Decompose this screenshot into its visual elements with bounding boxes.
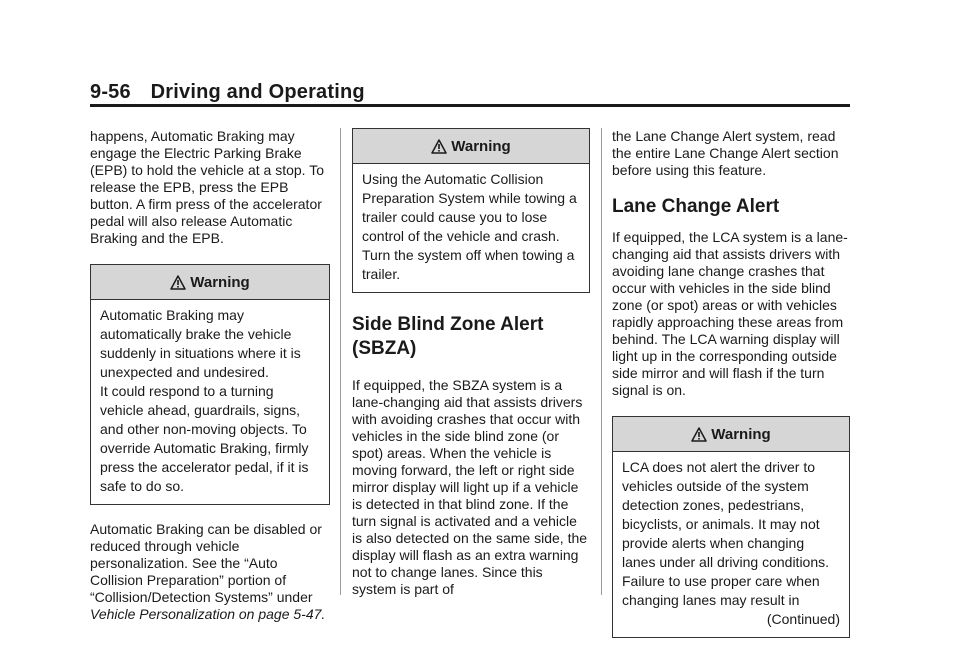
warning-box [612, 416, 850, 638]
warning-text: It could respond to a turning vehicle ahead, guardrails, signs, and other non-moving objects. To override Automatic Braking, firmly press the accelerator pedal, if it is safe to do so. [100, 383, 309, 494]
warning-title: Warning [711, 425, 771, 443]
page-header [90, 81, 365, 104]
column-divider [601, 128, 602, 595]
warning-icon [431, 139, 447, 154]
page-number: 9-56 [90, 81, 131, 103]
column-2 [352, 128, 590, 598]
warning-title: Warning [190, 273, 250, 291]
continued-label: (Continued) [766, 611, 840, 627]
body-text: Automatic Braking can be disabled or reduced through vehicle personalization. See the “Auto Collision Preparation” portion of “Collision/Detection Systems” under [90, 521, 322, 605]
section-title: Driving and Operating [150, 81, 365, 103]
warning-body [353, 164, 589, 292]
warning-box [352, 128, 590, 293]
body-paragraph: If equipped, the LCA system is a lane-changing aid that assists drivers with avoiding lane change crashes that occur with vehicles in the side blind zone (or spot) areas or with vehicles rapidly approaching these areas from behind. The LCA warning display will light up in the corresponding outside side mirror and will flash if the turn signal is on. [612, 229, 848, 398]
intro-paragraph: happens, Automatic Braking may engage the Electric Parking Brake (EPB) to hold the vehicle at a stop. To release the EPB, press the EPB button. A firm press of the accelerator pedal will also release Automatic Braking and the EPB. [90, 128, 324, 246]
warning-body [613, 452, 849, 637]
intro-paragraph: the Lane Change Alert system, read the entire Lane Change Alert section before using this feature. [612, 128, 839, 178]
warning-box [90, 264, 330, 505]
warning-body [91, 300, 329, 504]
body-paragraph: If equipped, the SBZA system is a lane-changing aid that assists drivers with avoiding crashes that occur with vehicles in the side blind zone (or spot) areas. When the vehicle is moving forward, the left or right side mirror display will light up if a vehicle is detected in that blind zone. If the turn signal is activated and a vehicle is also detected on the same side, the display will flash as an extra warning not to change lanes. Since this system is part of [352, 377, 588, 597]
warning-title: Warning [451, 137, 511, 155]
warning-header [91, 265, 329, 300]
warning-header [613, 417, 849, 452]
body-paragraph [90, 521, 330, 623]
column-divider [340, 128, 341, 595]
warning-text: Using the Automatic Collision Preparation System while towing a trailer could cause you to lose control of the vehicle and crash. Turn the system off when towing a trailer. [362, 171, 577, 282]
warning-text: LCA does not alert the driver to vehicles outside of the system detection zones, pedestrians, bicyclists, or animals. It may not provide alerts when changing lanes under all driving conditions. Failure to use proper care when changing lanes may result in [622, 459, 830, 608]
warning-text: Automatic Braking may automatically brake the vehicle suddenly in situations where it is unexpected and undesired. [100, 307, 301, 380]
column-3 [612, 128, 850, 638]
header-rule [90, 104, 850, 107]
section-heading: Lane Change Alert [612, 196, 780, 217]
warning-icon [691, 427, 707, 442]
warning-icon [170, 275, 186, 290]
column-1 [90, 128, 330, 623]
cross-reference-link[interactable]: Vehicle Personalization on page 5-47. [90, 606, 326, 622]
section-heading: Side Blind Zone Alert (SBZA) [352, 314, 544, 359]
warning-header [353, 129, 589, 164]
